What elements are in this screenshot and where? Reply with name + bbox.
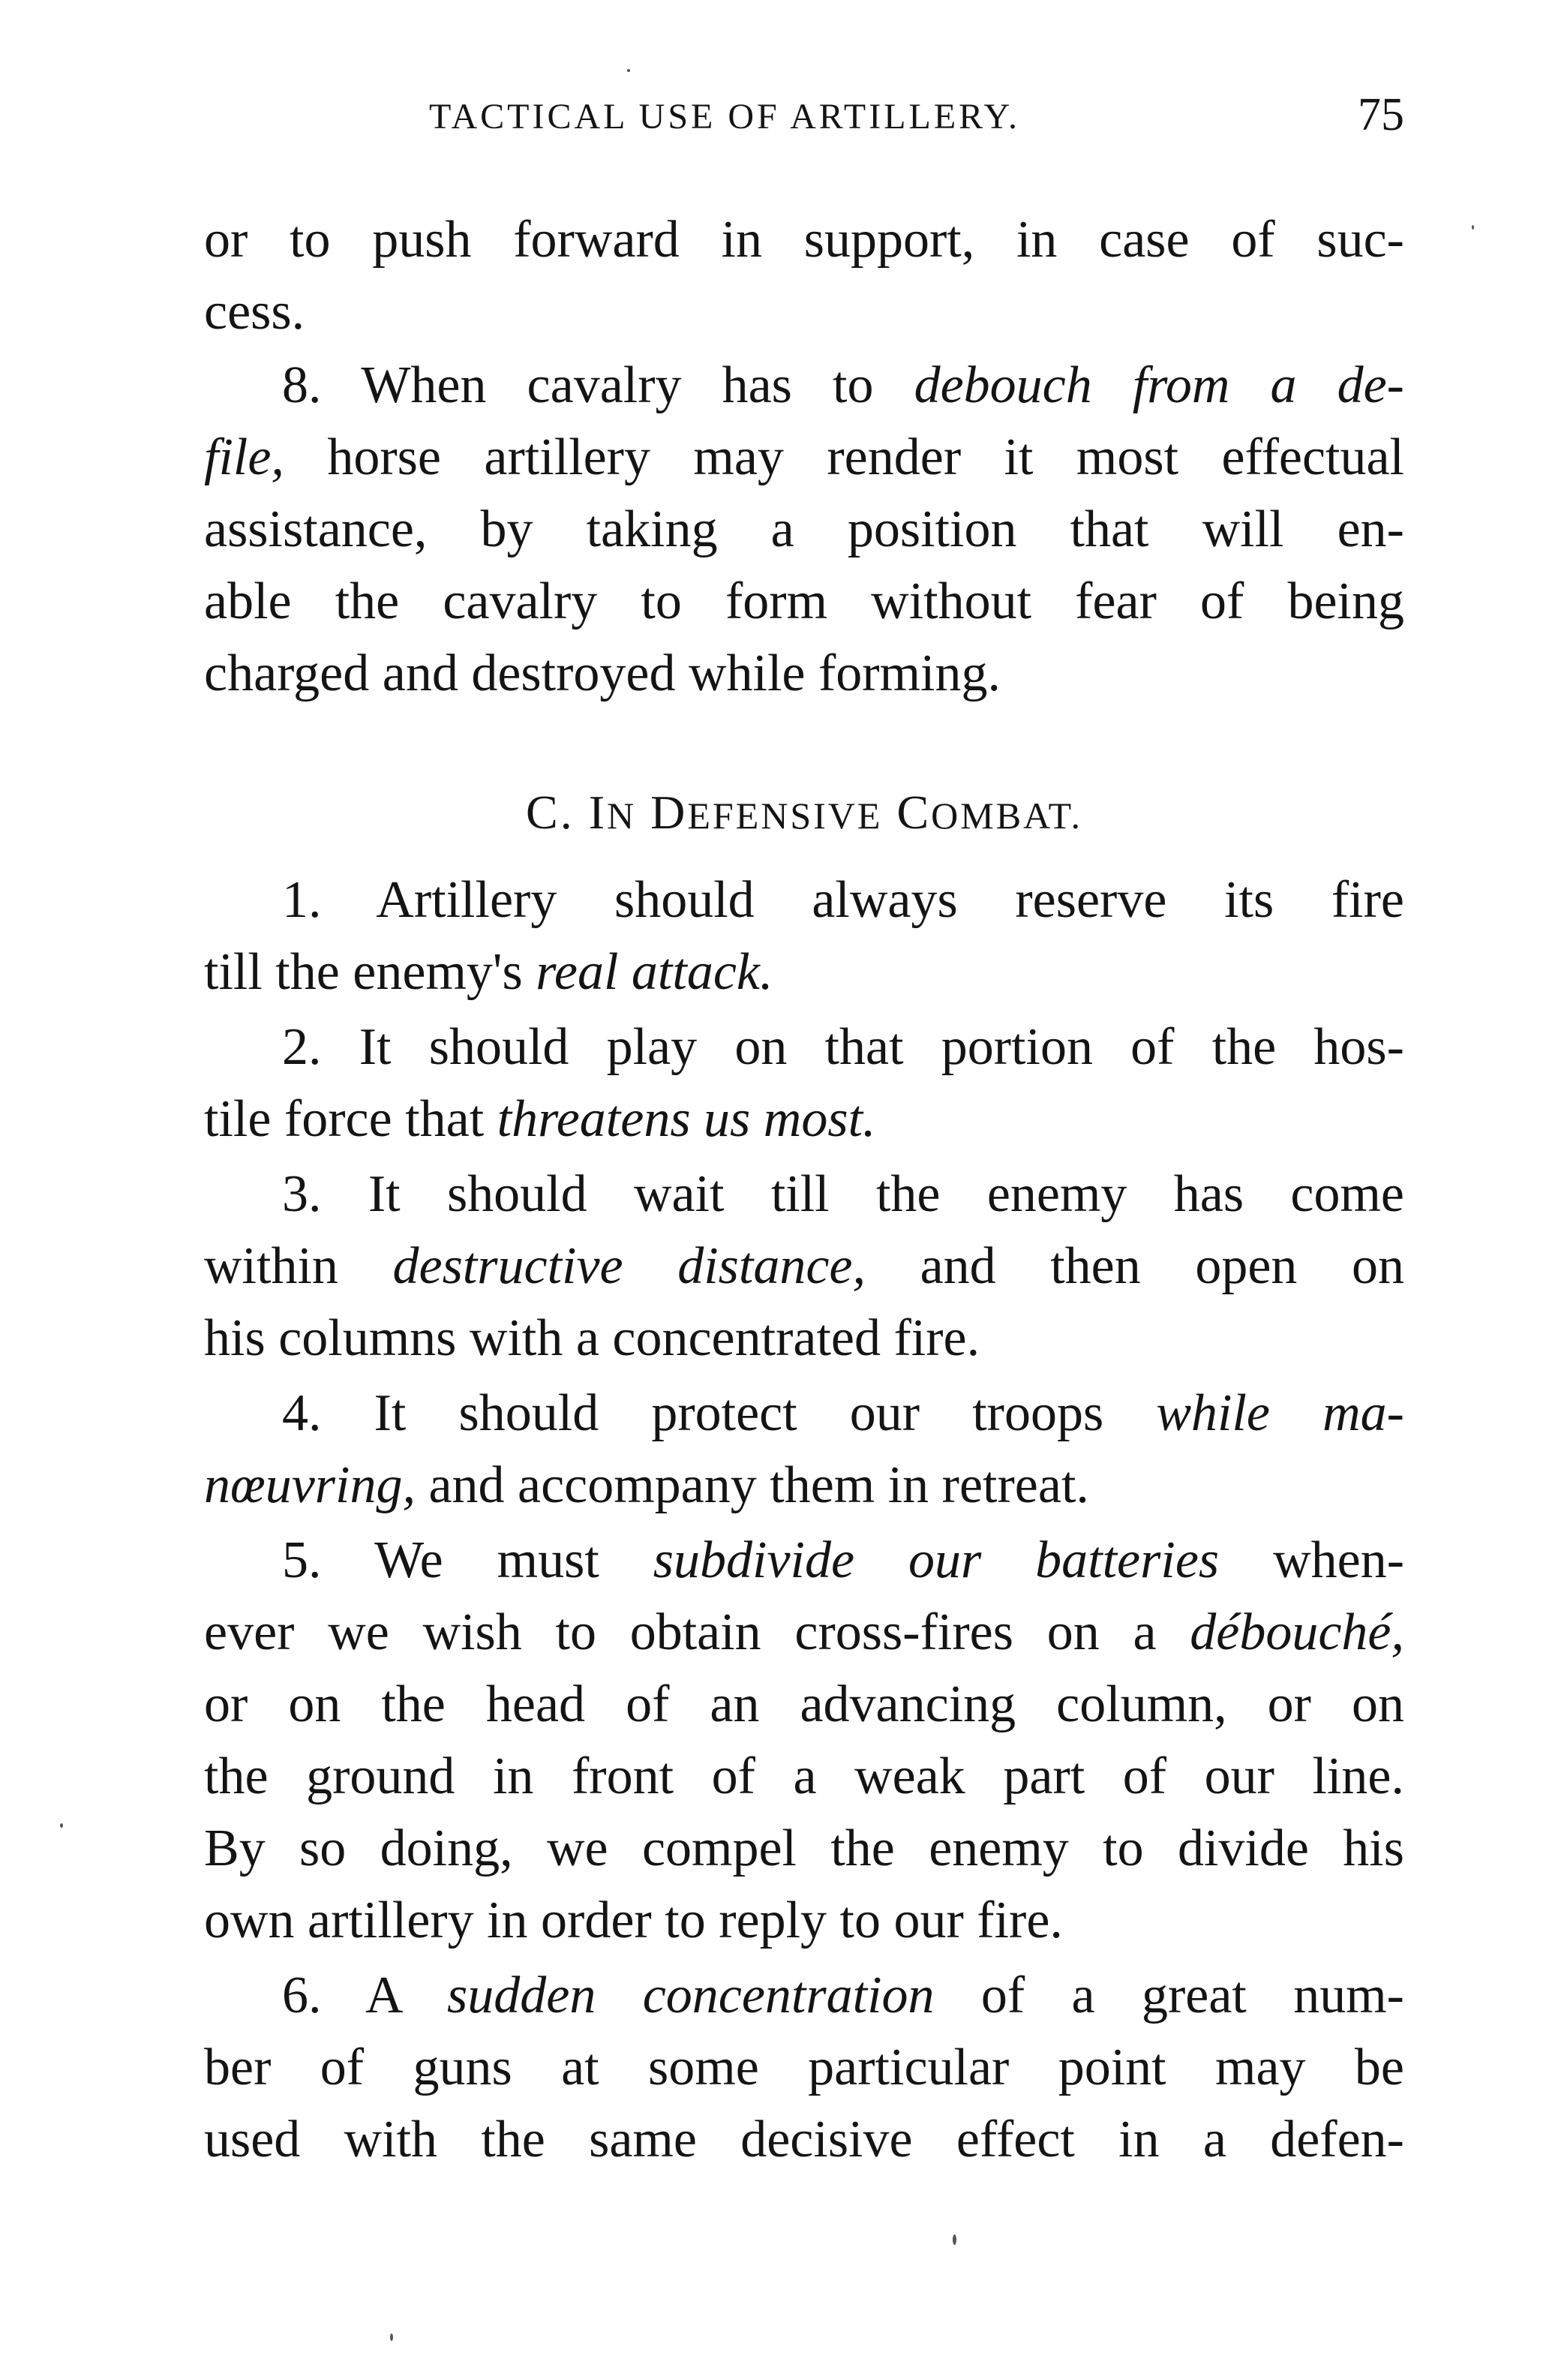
- italic-phrase: destructive distance,: [392, 1237, 866, 1295]
- paper-speck: [953, 2234, 956, 2245]
- page-header: [204, 89, 1404, 149]
- text-line: cess.: [204, 283, 305, 341]
- text-line: By so doing, we compel the enemy to divide his: [204, 1820, 1404, 1877]
- text-line: [204, 1083, 1404, 1155]
- text-line: used with the same decisive effect in a defen-: [204, 2111, 1404, 2168]
- italic-phrase: subdivide our batteries: [653, 1531, 1220, 1589]
- text-line: [204, 1450, 1404, 1522]
- text-line: or on the head of an advancing column, or on: [204, 1675, 1404, 1733]
- item-2-line: 2. It should play on that portion of the hos-: [282, 1018, 1404, 1076]
- text-run: When cavalry has to: [361, 356, 874, 414]
- text-run: when-: [1273, 1531, 1405, 1589]
- section-heading: C. IN DEFENSIVE COMBAT.: [526, 786, 1082, 839]
- text-line: or to push forward in support, in case of suc-: [204, 211, 1404, 269]
- text-run: ever we wish to obtain cross-fires on a: [204, 1603, 1157, 1661]
- italic-phrase: sudden concentration: [447, 1967, 935, 2024]
- italic-phrase: nœuvring,: [204, 1456, 416, 1514]
- text-line: able the cavalry to form without fear of being: [204, 572, 1404, 630]
- text-run: 6. A: [282, 1967, 401, 2024]
- text-run: of a great num-: [980, 1967, 1404, 2024]
- text-run: and accompany them in retreat.: [428, 1456, 1089, 1514]
- italic-phrase: real attack.: [536, 943, 773, 1001]
- text-run: till the enemy's: [204, 943, 523, 1001]
- text-line: the ground in front of a weak part of our line.: [204, 1747, 1404, 1805]
- italic-phrase: threatens us most.: [497, 1090, 876, 1148]
- italic-phrase: while ma-: [1156, 1384, 1404, 1442]
- text-run: within: [204, 1237, 338, 1295]
- text-run: horse artillery may render it most effectual: [327, 428, 1404, 486]
- item-3-line: 3. It should wait till the enemy has come: [282, 1165, 1404, 1223]
- paper-speck: [1472, 225, 1474, 230]
- text-line: [204, 1231, 1404, 1303]
- item-1-line: 1. Artillery should always reserve its fire: [282, 871, 1404, 929]
- paper-speck: [627, 69, 630, 72]
- italic-phrase: débouché,: [1190, 1603, 1404, 1661]
- text-line: assistance, by taking a position that will en-: [204, 500, 1404, 558]
- paragraph-8-line: [204, 350, 1404, 422]
- text-line: [204, 936, 1404, 1008]
- italic-phrase: debouch from a de-: [914, 356, 1404, 414]
- italic-phrase: file,: [204, 428, 284, 486]
- text-line: [204, 422, 1404, 494]
- text-run: tile force that: [204, 1090, 485, 1148]
- paper-speck: [60, 1823, 63, 1828]
- text-run: 5. We must: [282, 1531, 599, 1589]
- paragraph-number: 8.: [282, 356, 322, 414]
- text-line: own artillery in order to reply to our fire.: [204, 1892, 1063, 1949]
- text-run: 4. It should protect our troops: [282, 1384, 1104, 1442]
- paper-speck: [390, 2333, 393, 2341]
- running-head: TACTICAL USE OF ARTILLERY.: [429, 97, 1020, 137]
- text-line: charged and destroyed while forming.: [204, 645, 1001, 702]
- text-run: and then open on: [920, 1237, 1405, 1295]
- item-4-line: [204, 1378, 1404, 1450]
- text-line: ber of guns at some particular point may be: [204, 2039, 1404, 2096]
- text-line: [204, 1597, 1404, 1669]
- text-line: his columns with a concentrated fire.: [204, 1309, 980, 1367]
- item-6-line: [204, 1960, 1404, 2032]
- item-5-line: [204, 1525, 1404, 1597]
- page-number: 75: [1358, 89, 1404, 140]
